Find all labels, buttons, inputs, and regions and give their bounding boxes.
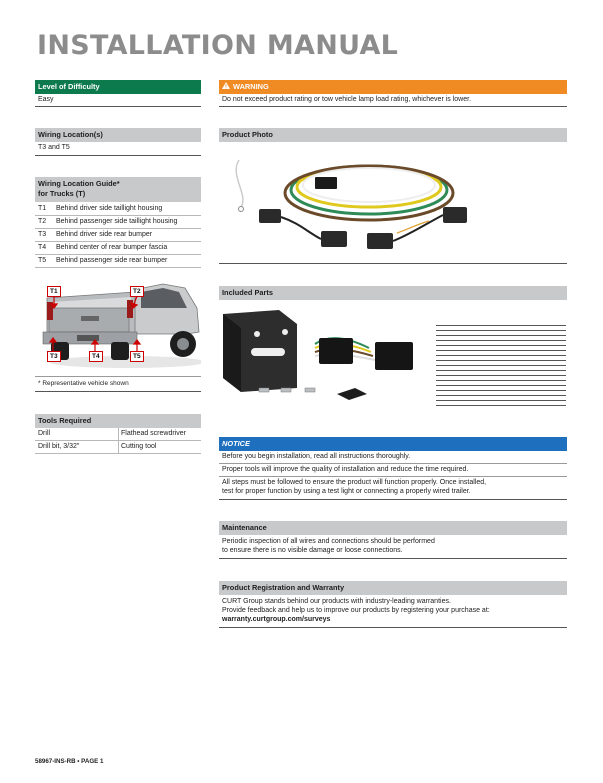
parts-list-line — [436, 375, 566, 376]
notice-line: Before you begin installation, read all instructions thoroughly. — [222, 453, 411, 460]
warning-triangle-icon — [222, 80, 230, 94]
divider — [219, 476, 567, 477]
parts-list-line — [436, 325, 566, 326]
tool-name: Drill bit, 3/32" — [38, 443, 80, 450]
vehicle-note: * Representative vehicle shown — [38, 380, 129, 387]
wiring-location-header: Wiring Location(s) — [35, 128, 201, 142]
callout-t2: T2 — [130, 286, 144, 297]
warning-text: Do not exceed product rating or tow vehicle lamp load rating, whichever is lower. — [222, 96, 472, 103]
divider — [118, 428, 119, 440]
registration-paragraph — [219, 597, 567, 624]
parts-list-line — [436, 350, 566, 351]
tool-name: Drill — [38, 430, 51, 437]
page-title: INSTALLATION MANUAL — [37, 30, 399, 61]
difficulty-header: Level of Difficulty — [35, 80, 201, 94]
notice-line: Proper tools will improve the quality of installation and reduce the time required. — [222, 466, 469, 473]
parts-list-line — [436, 380, 566, 381]
parts-list-line — [436, 405, 566, 406]
guide-desc: Behind passenger side taillight housing — [56, 218, 178, 225]
maintenance-line: Periodic inspection of all wires and connections should be performed — [222, 538, 435, 545]
registration-header: Product Registration and Warranty — [219, 581, 567, 595]
table-row — [35, 255, 201, 268]
callout-t1: T1 — [47, 286, 61, 297]
guide-desc: Behind passenger side rear bumper — [56, 257, 168, 264]
guide-desc: Behind driver side taillight housing — [56, 205, 163, 212]
callout-t3: T3 — [47, 351, 61, 362]
parts-list-line — [436, 355, 566, 356]
divider — [219, 627, 567, 628]
divider — [35, 391, 201, 392]
parts-list-line — [436, 365, 566, 366]
table-row — [35, 203, 201, 216]
included-parts-header: Included Parts — [219, 286, 567, 300]
tool-name: Cutting tool — [121, 443, 157, 450]
notice-paragraph — [219, 478, 567, 496]
tools-header: Tools Required — [35, 414, 201, 428]
difficulty-value: Easy — [38, 96, 54, 103]
product-photo-header: Product Photo — [219, 128, 567, 142]
divider — [219, 263, 567, 264]
table-row — [35, 242, 201, 255]
registration-link[interactable]: warranty.curtgroup.com/surveys — [222, 616, 331, 623]
parts-list-line — [436, 370, 566, 371]
guide-code: T1 — [38, 205, 47, 212]
table-row — [35, 441, 201, 454]
product-photo — [219, 145, 567, 261]
guide-code: T5 — [38, 257, 47, 264]
divider — [219, 106, 567, 107]
table-row — [35, 428, 201, 441]
parts-list-line — [436, 345, 566, 346]
registration-line: Provide feedback and help us to improve our products by registering your purchase at: — [222, 607, 490, 614]
table-row — [35, 216, 201, 229]
included-parts-image — [219, 304, 429, 404]
tool-name: Flathead screwdriver — [121, 430, 186, 437]
maintenance-line: to ensure there is no visible damage or loose connections. — [222, 547, 403, 554]
parts-list-line — [436, 400, 566, 401]
parts-list-line — [436, 330, 566, 331]
wiring-guide-header-line2: for Trucks (T) — [38, 189, 86, 198]
notice-header: NOTICE — [219, 437, 567, 451]
guide-desc: Behind center of rear bumper fascia — [56, 244, 168, 251]
maintenance-header: Maintenance — [219, 521, 567, 535]
truck-illustration — [37, 272, 201, 372]
divider — [219, 499, 567, 500]
parts-list-line — [436, 340, 566, 341]
notice-line: All steps must be followed to ensure the product will function properly. Once installed, — [222, 479, 487, 486]
notice-line: test for proper function by using a test light or connecting a properly wired trailer. — [222, 488, 471, 495]
divider — [35, 155, 201, 156]
callout-t5: T5 — [130, 351, 144, 362]
divider — [118, 441, 119, 453]
guide-code: T4 — [38, 244, 47, 251]
wiring-guide-header — [35, 177, 201, 202]
divider — [35, 106, 201, 107]
parts-list-line — [436, 360, 566, 361]
parts-list-line — [436, 385, 566, 386]
callout-t4: T4 — [89, 351, 103, 362]
divider — [35, 376, 201, 377]
parts-list-line — [436, 390, 566, 391]
wiring-location-value: T3 and T5 — [38, 144, 70, 151]
guide-desc: Behind driver side rear bumper — [56, 231, 153, 238]
maintenance-paragraph — [219, 537, 567, 555]
page-footer: 58967-INS-RB • PAGE 1 — [35, 758, 104, 765]
guide-code: T3 — [38, 231, 47, 238]
table-row — [35, 229, 201, 242]
guide-code: T2 — [38, 218, 47, 225]
wiring-guide-header-line1: Wiring Location Guide* — [38, 179, 120, 188]
registration-line: CURT Group stands behind our products with industry-leading warranties. — [222, 598, 451, 605]
parts-list-line — [436, 335, 566, 336]
parts-list-line — [436, 395, 566, 396]
divider — [219, 558, 567, 559]
warning-header-label: WARNING — [233, 82, 269, 91]
warning-header — [219, 80, 567, 94]
